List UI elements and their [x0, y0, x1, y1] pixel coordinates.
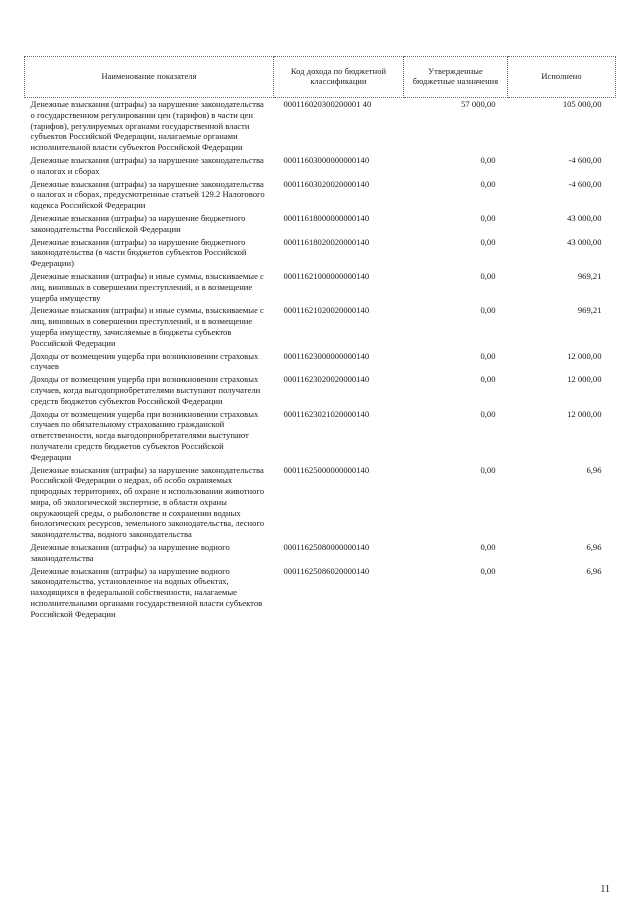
table-row: [25, 541, 616, 565]
table-row: [25, 178, 616, 212]
row-code: 00011623000000000140: [283, 350, 370, 361]
table-row: [25, 154, 616, 178]
row-code: 00011623020020000140: [283, 374, 370, 385]
table-row: [25, 236, 616, 270]
header-approved: Утвержденные бюджетные назначения: [404, 57, 508, 98]
row-name: Денежные взыскания (штрафы) за нарушение водного законодательства: [30, 542, 230, 563]
budget-table: [24, 56, 616, 621]
table-row: [25, 565, 616, 621]
row-code: 00011621020020000140: [283, 305, 370, 316]
table-row: [25, 464, 616, 542]
row-approved: 57 000,00: [461, 99, 496, 109]
row-name: Денежные взыскания (штрафы) за нарушение законодательства Российской Федерации о недрах, об особо охраняемых природных территориях, об охране и использовании животного мира, об экологической экспертизе, в области охраны окружающей среды, о рыболовстве и сохранении водных биологических ресурсов, земельного законодательства, лесного законодательства, водного законодательства: [30, 464, 265, 540]
row-name: Денежные взыскания (штрафы) за нарушение бюджетного законодательства Российской Федерации: [30, 212, 246, 234]
row-name: Доходы от возмещения ущерба при возникновении страховых случаев по обязательному страхованию гражданской ответственности, когда выгодоприобретателями выступают получатели средств бюджетов субъектов Российской Федерации: [30, 408, 259, 462]
table-row: [25, 270, 616, 304]
table-row: [25, 373, 616, 407]
row-code: 00011603000000000140: [283, 154, 370, 165]
row-approved: 0,00: [480, 374, 496, 385]
row-name: Денежные взыскания (штрафы) за нарушение законодательства о налогах и сборах, предусмотренные статьей 129.2 Налогового кодекса Российской Федерации: [30, 178, 265, 211]
row-approved: 0,00: [480, 305, 496, 316]
row-executed: -4 600,00: [568, 154, 602, 165]
row-approved: 0,00: [480, 464, 496, 475]
row-code: 00011618020020000140: [283, 236, 370, 247]
row-code: 00011625086020000140: [283, 565, 370, 576]
row-approved: 0,00: [480, 154, 496, 165]
row-approved: 0,00: [480, 178, 496, 189]
row-name: Денежные взыскания (штрафы) и иные суммы, взыскиваемые с лиц, виновных в совершении преступлений, и в возмещение ущерба имуществу: [30, 270, 264, 303]
row-executed: 43 000,00: [567, 212, 602, 223]
budget-table-sheet: [24, 56, 615, 621]
row-code: 00011623021020000140: [283, 408, 370, 419]
row-approved: 0,00: [480, 236, 496, 247]
row-approved: 0,00: [480, 212, 496, 223]
row-approved: 0,00: [480, 270, 496, 281]
table-body: [25, 98, 616, 621]
row-executed: 969,21: [577, 270, 602, 281]
row-approved: 0,00: [480, 408, 496, 419]
header-name: Наименование показателя: [25, 57, 274, 98]
row-executed: 12 000,00: [567, 408, 602, 419]
header-code: Код дохода по бюджетной классификации: [274, 57, 404, 98]
row-name: Денежные взыскания (штрафы) за нарушение законодательства о государственном регулировании цен (тарифов) в части цен (тарифов), регулируемых органами государственной власти субъектов Российской Федерации, налагаемые органами исполнительной власти субъектов Российской Федерации: [30, 99, 264, 153]
row-executed: -4 600,00: [568, 178, 602, 189]
table-row: [25, 304, 616, 349]
row-executed: 12 000,00: [567, 374, 602, 385]
page-number: 11: [600, 884, 610, 895]
table-header-row: [25, 57, 616, 98]
row-executed: 6,96: [586, 464, 602, 475]
row-executed: 105 000,00: [562, 99, 602, 109]
row-code: 000116020300200001 40: [283, 99, 372, 109]
row-name: Доходы от возмещения ущерба при возникновении страховых случаев, когда выгодоприобретателями выступают получатели средств бюджетов субъектов Российской Федерации: [30, 374, 261, 406]
row-approved: 0,00: [480, 542, 496, 553]
row-name: Денежные взыскания (штрафы) за нарушение водного законодательства, установленное на водных объектах, находящихся в федеральной собственности, налагаемые исполнительными органами государственной власти субъектов Российской Федерации: [30, 565, 263, 619]
header-executed: Исполнено: [508, 57, 616, 98]
row-executed: 6,96: [586, 542, 602, 553]
table-row: [25, 408, 616, 464]
row-name: Денежные взыскания (штрафы) за нарушение бюджетного законодательства (в части бюджетов субъектов Российской Федерации): [30, 236, 247, 269]
row-code: 00011625080000000140: [283, 542, 370, 553]
table-row: [25, 350, 616, 374]
row-name: Доходы от возмещения ущерба при возникновении страховых случаев: [30, 350, 259, 372]
row-code: 00011603020020000140: [283, 178, 370, 189]
row-executed: 43 000,00: [567, 236, 602, 247]
row-approved: 0,00: [480, 565, 496, 576]
row-code: 00011625000000000140: [283, 464, 370, 475]
row-executed: 12 000,00: [567, 350, 602, 361]
table-row: [25, 212, 616, 236]
row-executed: 969,21: [577, 305, 602, 316]
row-name: Денежные взыскания (штрафы) за нарушение законодательства о налогах и сборах: [30, 154, 264, 176]
row-approved: 0,00: [480, 350, 496, 361]
row-code: 00011618000000000140: [283, 212, 370, 223]
table-row: [25, 98, 616, 154]
row-name: Денежные взыскания (штрафы) и иные суммы, взыскиваемые с лиц, виновных в совершении преступлений, и в возмещение ущерба имуществу, зачисляемые в бюджеты субъектов Российской Федерации: [30, 305, 264, 348]
row-code: 00011621000000000140: [283, 270, 370, 281]
row-executed: 6,96: [586, 565, 602, 576]
